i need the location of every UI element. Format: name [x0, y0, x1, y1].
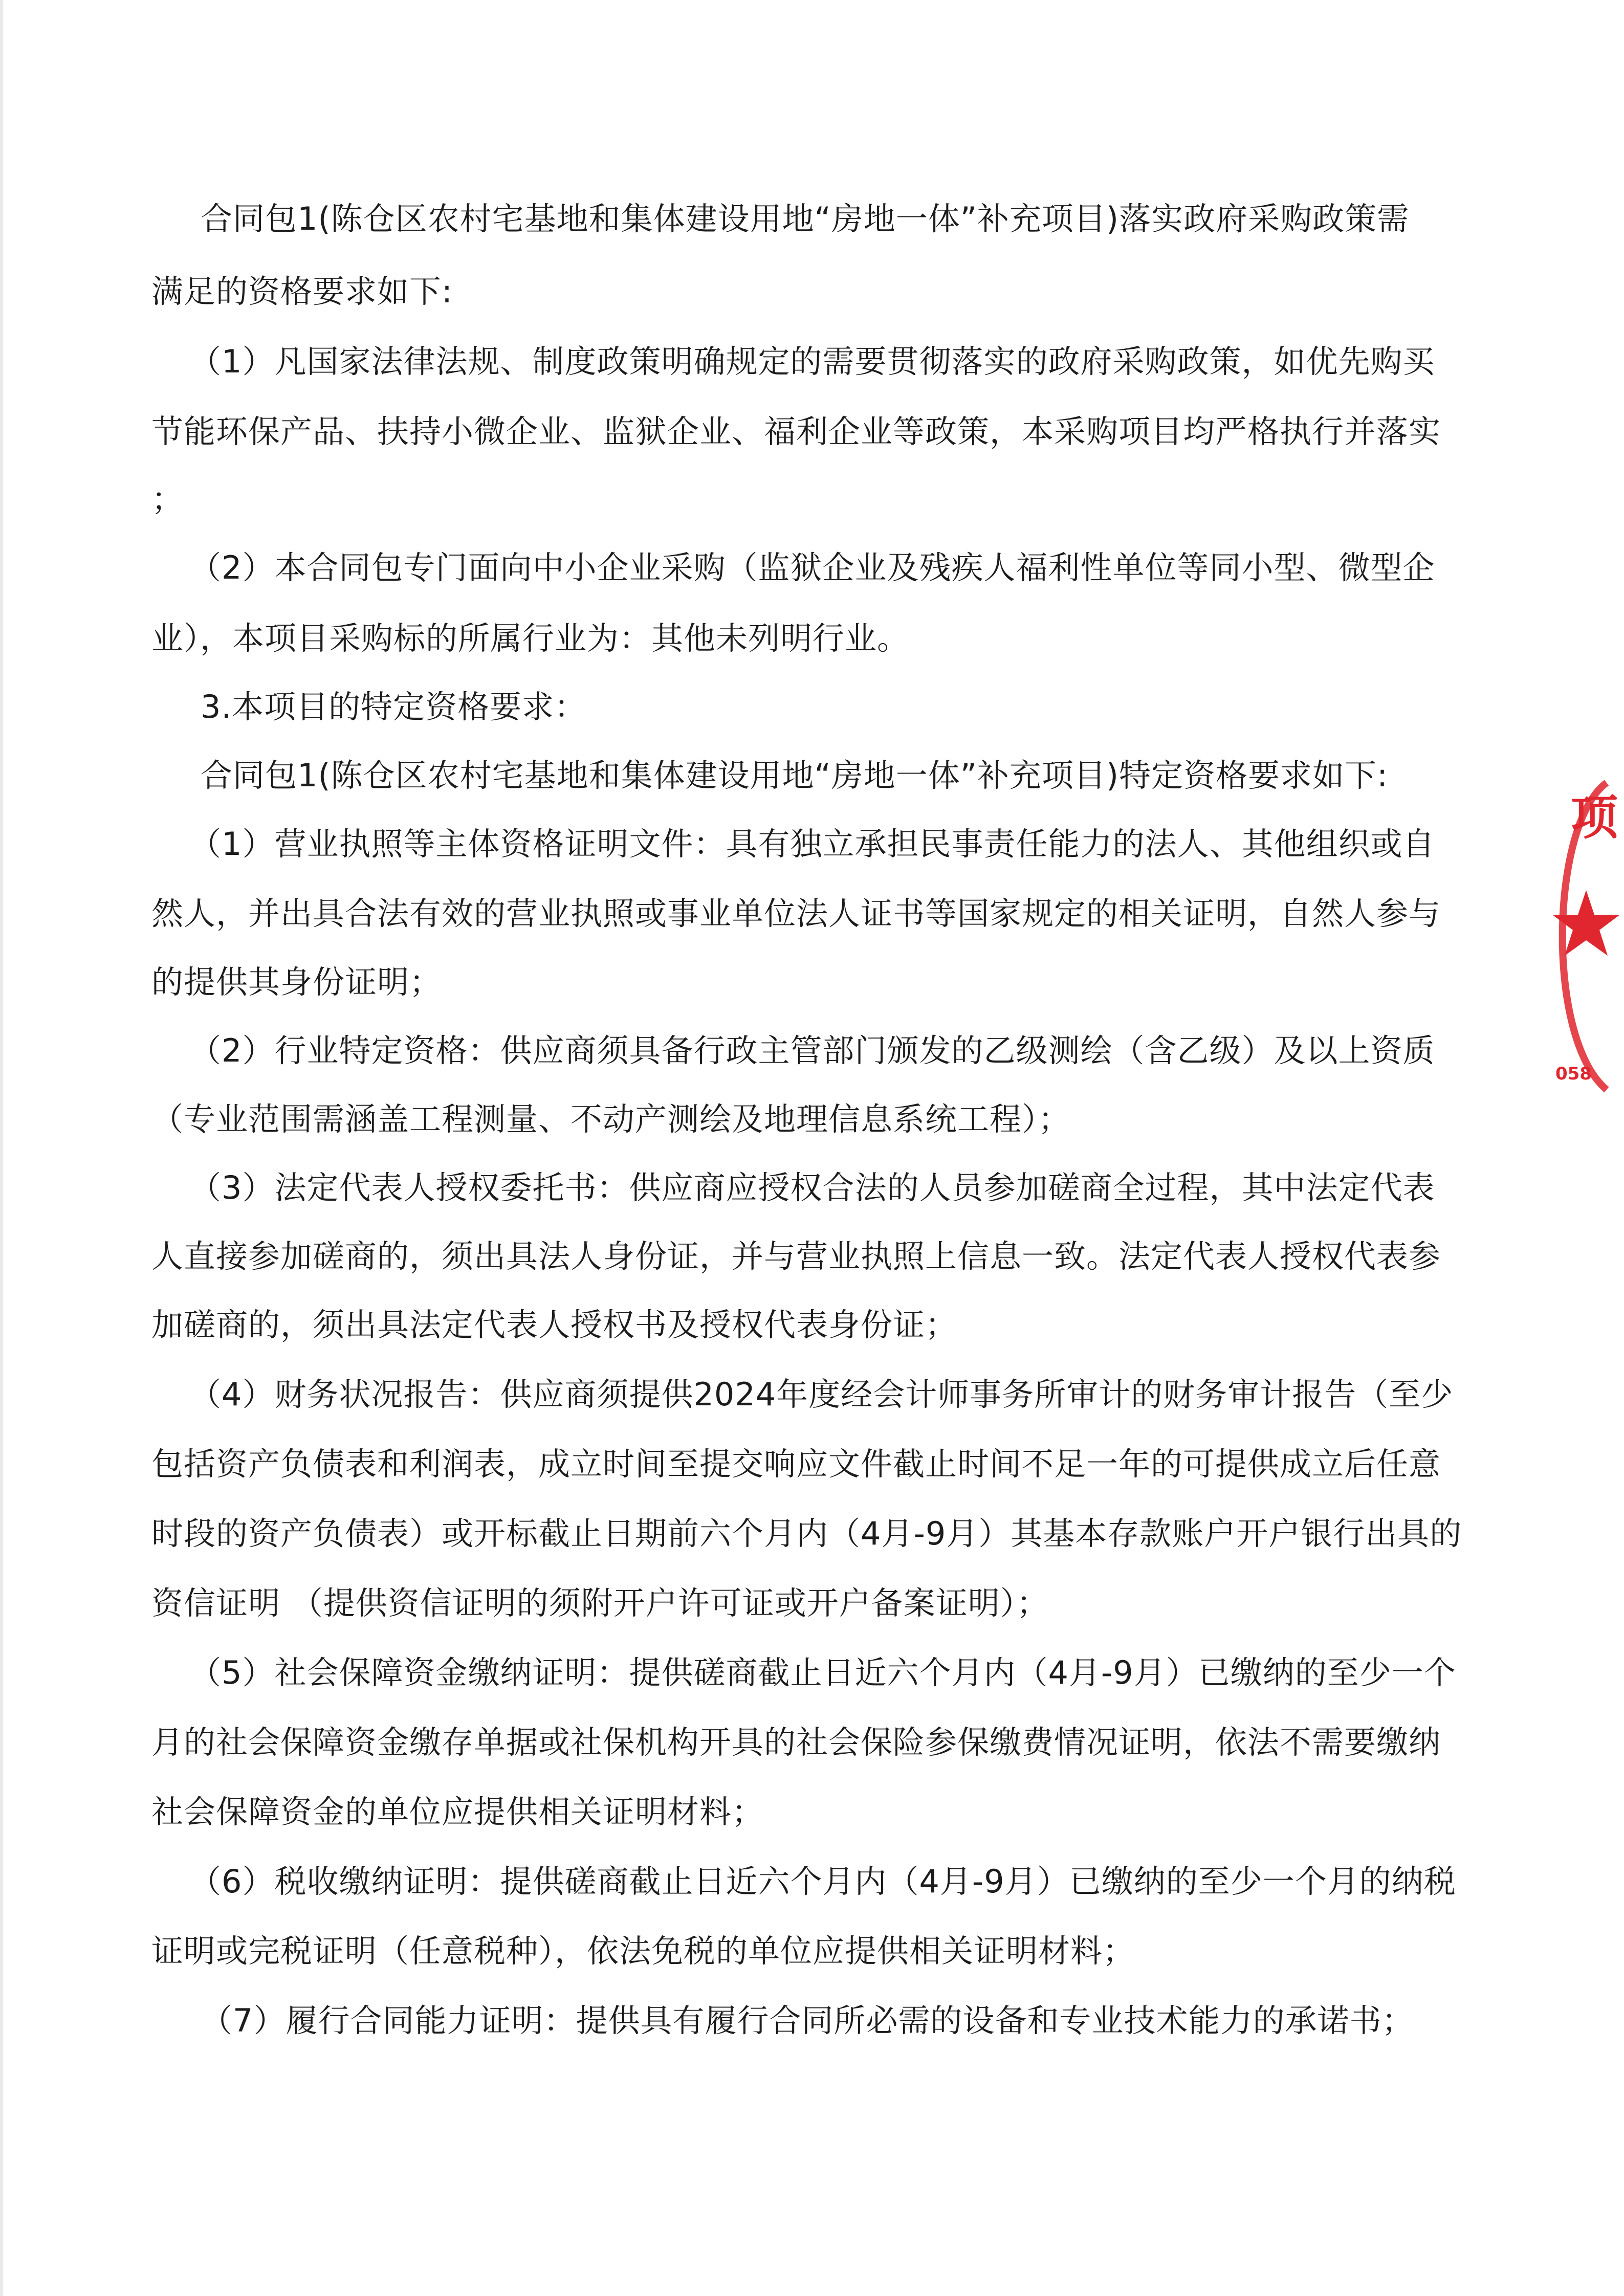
text-line: 包括资产负债表和利润表，成立时间至提交响应文件截止时间不足一年的可提供成立后任意 [151, 1445, 1441, 1483]
text-line: 社会保障资金的单位应提供相关证明材料； [151, 1793, 764, 1830]
text-line: 证明或完税证明（任意税种），依法免税的单位应提供相关证明材料； [151, 1932, 1135, 1970]
text-line: 人直接参加磋商的，须出具法人身份证，并与营业执照上信息一致。法定代表人授权代表参 [151, 1238, 1441, 1275]
text-line: 节能环保产品、扶持小微企业、监狱企业、福利企业等政策，本采购项目均严格执行并落实 [151, 413, 1441, 450]
text-line: 合同包1(陈仓区农村宅基地和集体建设用地“房地一体”补充项目)落实政府采购政策需 [201, 200, 1410, 237]
text-line: （5）社会保障资金缴纳证明：提供磋商截止日近六个月内（4月-9月）已缴纳的至少一个 [189, 1654, 1456, 1691]
text-line: 满足的资格要求如下: [151, 273, 453, 310]
text-line: （2）行业特定资格：供应商须具备行政主管部门颁发的乙级测绘（含乙级）及以上资质 [189, 1032, 1435, 1069]
text-heading: 3.本项目的特定资格要求： [201, 688, 587, 725]
official-seal [1530, 752, 1624, 1120]
text-line: （3）法定代表人授权委托书：供应商应授权合法的人员参加磋商全过程，其中法定代表 [189, 1169, 1435, 1206]
text-line: （专业范围需涵盖工程测量、不动产测绘及地理信息系统工程）； [151, 1100, 1071, 1138]
text-line: （6）税收缴纳证明：提供磋商截止日近六个月内（4月-9月）已缴纳的至少一个月的纳税 [189, 1863, 1456, 1900]
text-line: 然人，并出具合法有效的营业执照或事业单位法人证书等国家规定的相关证明，自然人参与 [151, 895, 1441, 932]
text-line: （1）凡国家法律法规、制度政策明确规定的需要贯彻落实的政府采购政策，如优先购买 [189, 343, 1435, 380]
text-line: ； [151, 480, 184, 518]
text-line: 的提供其身份证明； [151, 963, 442, 1001]
seal-text-bottom: 058 [1555, 1064, 1592, 1084]
text-line: 资信证明 （提供资信证明的须附开户许可证或开户备案证明）； [151, 1584, 1049, 1622]
text-line: 时段的资产负债表）或开标截止日期前六个月内（4月-9月）其基本存款账户开户银行出具的 [151, 1515, 1462, 1552]
text-line: 月的社会保障资金缴存单据或社保机构开具的社会保险参保缴费情况证明，依法不需要缴纳 [151, 1724, 1441, 1761]
seal-text-top: 项 [1571, 790, 1618, 845]
text-line: （4）财务状况报告：供应商须提供2024年度经会计师事务所审计的财务审计报告（至少 [189, 1376, 1454, 1413]
text-line: 加磋商的，须出具法定代表人授权书及授权代表身份证； [151, 1306, 958, 1343]
text-line: （7）履行合同能力证明：提供具有履行合同所必需的设备和专业技术能力的承诺书； [201, 2002, 1414, 2039]
text-line: （1）营业执照等主体资格证明文件：具有独立承担民事责任能力的法人、其他组织或自 [189, 825, 1435, 863]
scan-edge [0, 0, 3, 2296]
text-line: 合同包1(陈仓区农村宅基地和集体建设用地“房地一体”补充项目)特定资格要求如下: [201, 757, 1388, 794]
text-line: 业），本项目采购标的所属行业为：其他未列明行业。 [151, 620, 910, 657]
text-line: （2）本合同包专门面向中小企业采购（监狱企业及残疾人福利性单位等同小型、微型企 [189, 549, 1435, 586]
